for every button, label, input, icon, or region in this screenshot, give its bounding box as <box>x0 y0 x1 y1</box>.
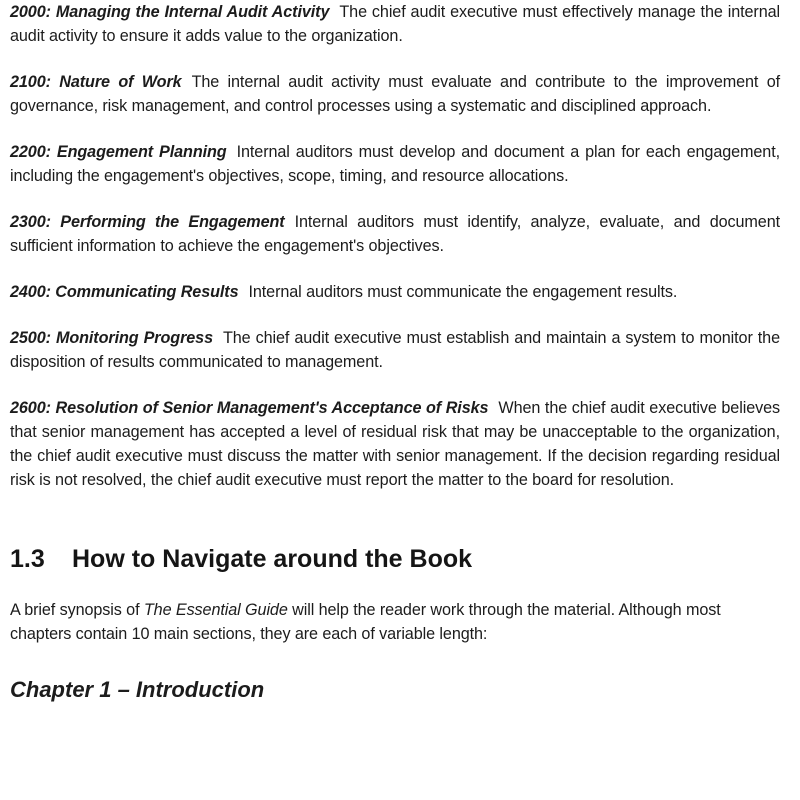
standard-title: 2100: Nature of Work <box>10 73 182 91</box>
standard-text: Internal auditors must communicate the engagement results. <box>248 283 678 301</box>
standard-title: 2600: Resolution of Senior Management's Acceptance of Risks <box>10 399 489 417</box>
standards-list <box>10 0 780 492</box>
synopsis-after: will help the reader work through the material. Although most chapters contain 10 main sections, they are each of variable length: <box>10 601 721 643</box>
standard-text: The chief audit executive must effectively manage the internal audit activity to ensure it adds value to the organization. <box>10 3 780 45</box>
standard-title: 2500: Monitoring Progress <box>10 329 213 347</box>
standard-2000 <box>10 0 780 48</box>
section-title: How to Navigate around the Book <box>72 545 473 573</box>
standard-title: 2300: Performing the Engagement <box>10 213 285 231</box>
standard-title: 2000: Managing the Internal Audit Activity <box>10 3 330 21</box>
standard-2600 <box>10 396 780 492</box>
standard-2300 <box>10 210 780 258</box>
chapter-heading: Chapter 1 – Introduction <box>10 677 265 702</box>
section-heading <box>10 544 780 574</box>
standard-2400 <box>10 280 780 304</box>
section-number: 1.3 <box>10 545 45 573</box>
synopsis-paragraph <box>10 598 780 646</box>
standard-text: The internal audit activity must evaluate and contribute to the improvement of governance, risk management, and control processes using a systematic and disciplined approach. <box>10 73 780 115</box>
standard-text: Internal auditors must identify, analyze, evaluate, and document sufficient information to achieve the engagement's objectives. <box>10 213 781 255</box>
standard-2200 <box>10 140 780 188</box>
standard-text: Internal auditors must develop and document a plan for each engagement, including the engagement's objectives, scope, timing, and resource allocations. <box>10 143 781 185</box>
standard-2500 <box>10 326 780 374</box>
book-title: The Essential Guide <box>143 601 288 619</box>
standard-title: 2200: Engagement Planning <box>10 143 227 161</box>
standard-text: When the chief audit executive believes that senior management has accepted a level of residual risk that may be unacceptable to the organization, the chief audit executive must discuss the matter with senior management. If the decision regarding residual risk is not resolved, the chief audit executive must report the matter to the board for resolution. <box>10 399 780 489</box>
document-page <box>10 0 780 704</box>
synopsis-before: A brief synopsis of <box>10 601 144 619</box>
standard-text: The chief audit executive must establish and maintain a system to monitor the disposition of results communicated to management. <box>10 329 780 371</box>
standard-2100 <box>10 70 780 118</box>
standard-title: 2400: Communicating Results <box>10 283 239 301</box>
